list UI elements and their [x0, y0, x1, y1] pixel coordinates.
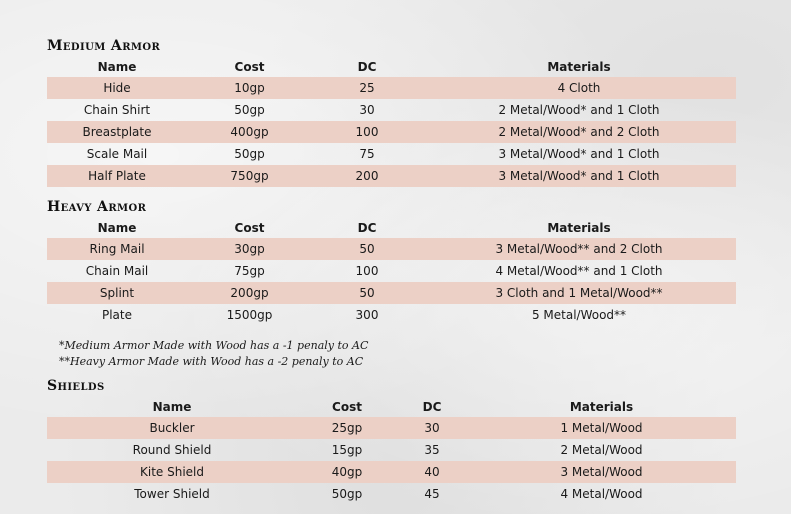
- cell-dc: 30: [359, 103, 375, 117]
- cell-name: Chain Mail: [85, 264, 149, 278]
- cell-cost: 10gp: [187, 77, 312, 99]
- cell-cost: 15gp: [331, 443, 363, 457]
- cell-name: Scale Mail: [86, 147, 148, 161]
- column-header-materials: Materials: [547, 221, 611, 235]
- cell-name: Ring Mail: [47, 238, 187, 260]
- cell-dc: 30: [397, 417, 467, 439]
- footnote-heavy-armor: **Heavy Armor Made with Wood has a -2 penaly to AC: [59, 355, 364, 368]
- table-row: [47, 282, 736, 304]
- table-header-row: [47, 218, 736, 238]
- column-header-dc: DC: [357, 60, 377, 74]
- cell-materials: 5 Metal/Wood**: [531, 308, 627, 322]
- table-row: [47, 77, 736, 99]
- cell-name: Kite Shield: [47, 461, 297, 483]
- table-row: [47, 260, 736, 282]
- cell-dc: 100: [355, 264, 379, 278]
- shields-table: [47, 397, 736, 505]
- cell-dc: 40: [397, 461, 467, 483]
- table-header-row: [47, 57, 736, 77]
- cell-name: Splint: [47, 282, 187, 304]
- shields-title: Shields: [47, 378, 105, 394]
- cell-materials: 4 Metal/Wood** and 1 Cloth: [495, 264, 663, 278]
- heavy-armor-title: Heavy Armor: [47, 199, 147, 215]
- cell-cost: 50gp: [331, 487, 363, 501]
- cell-materials: 4 Cloth: [422, 77, 736, 99]
- cell-dc: 100: [312, 121, 422, 143]
- cell-dc: 50: [312, 282, 422, 304]
- cell-materials: 4 Metal/Wood: [560, 487, 643, 501]
- cell-materials: 2 Metal/Wood: [560, 443, 643, 457]
- column-header-name: Name: [97, 60, 137, 74]
- table-header-row: [47, 397, 736, 417]
- table-row: [47, 304, 736, 326]
- cell-materials: 2 Metal/Wood* and 1 Cloth: [498, 103, 660, 117]
- column-header-cost: Cost: [332, 400, 362, 414]
- table-row: [47, 165, 736, 187]
- cell-cost: 30gp: [187, 238, 312, 260]
- cell-name: Round Shield: [132, 443, 212, 457]
- cell-dc: 45: [424, 487, 440, 501]
- cell-name: Breastplate: [47, 121, 187, 143]
- cell-dc: 200: [312, 165, 422, 187]
- column-header-name: Name: [97, 221, 137, 235]
- cell-dc: 75: [359, 147, 375, 161]
- footnotes: [59, 338, 368, 370]
- cell-cost: 40gp: [297, 461, 397, 483]
- cell-materials: 3 Cloth and 1 Metal/Wood**: [422, 282, 736, 304]
- cell-cost: 25gp: [297, 417, 397, 439]
- cell-cost: 400gp: [187, 121, 312, 143]
- cell-name: Hide: [47, 77, 187, 99]
- cell-dc: 35: [424, 443, 440, 457]
- medium-armor-table: [47, 57, 736, 187]
- table-row: [47, 143, 736, 165]
- column-header-dc: DC: [422, 400, 442, 414]
- column-header-cost: Cost: [234, 221, 265, 235]
- cell-dc: 300: [355, 308, 379, 322]
- cell-dc: 50: [312, 238, 422, 260]
- cell-cost: 50gp: [234, 103, 265, 117]
- cell-name: Tower Shield: [134, 487, 210, 501]
- medium-armor-title: Medium Armor: [47, 38, 161, 54]
- column-header-name: Name: [152, 400, 192, 414]
- cell-name: Buckler: [47, 417, 297, 439]
- cell-materials: 1 Metal/Wood: [467, 417, 736, 439]
- table-row: [47, 483, 736, 505]
- cell-name: Chain Shirt: [83, 103, 151, 117]
- cell-cost: 750gp: [187, 165, 312, 187]
- cell-cost: 1500gp: [226, 308, 273, 322]
- cell-materials: 2 Metal/Wood* and 2 Cloth: [422, 121, 736, 143]
- column-header-cost: Cost: [234, 60, 265, 74]
- table-row: [47, 439, 736, 461]
- cell-cost: 75gp: [234, 264, 265, 278]
- table-row: [47, 238, 736, 260]
- column-header-materials: Materials: [569, 400, 634, 414]
- table-row: [47, 121, 736, 143]
- cell-materials: 3 Metal/Wood: [467, 461, 736, 483]
- cell-dc: 25: [312, 77, 422, 99]
- cell-materials: 3 Metal/Wood** and 2 Cloth: [422, 238, 736, 260]
- footnote-medium-armor: *Medium Armor Made with Wood has a -1 penaly to AC: [59, 339, 369, 352]
- table-row: [47, 461, 736, 483]
- table-row: [47, 417, 736, 439]
- table-row: [47, 99, 736, 121]
- cell-cost: 200gp: [187, 282, 312, 304]
- cell-materials: 3 Metal/Wood* and 1 Cloth: [422, 165, 736, 187]
- column-header-dc: DC: [357, 221, 377, 235]
- heavy-armor-table: [47, 218, 736, 326]
- cell-name: Half Plate: [47, 165, 187, 187]
- cell-name: Plate: [101, 308, 132, 322]
- column-header-materials: Materials: [547, 60, 611, 74]
- cell-cost: 50gp: [234, 147, 265, 161]
- cell-materials: 3 Metal/Wood* and 1 Cloth: [498, 147, 660, 161]
